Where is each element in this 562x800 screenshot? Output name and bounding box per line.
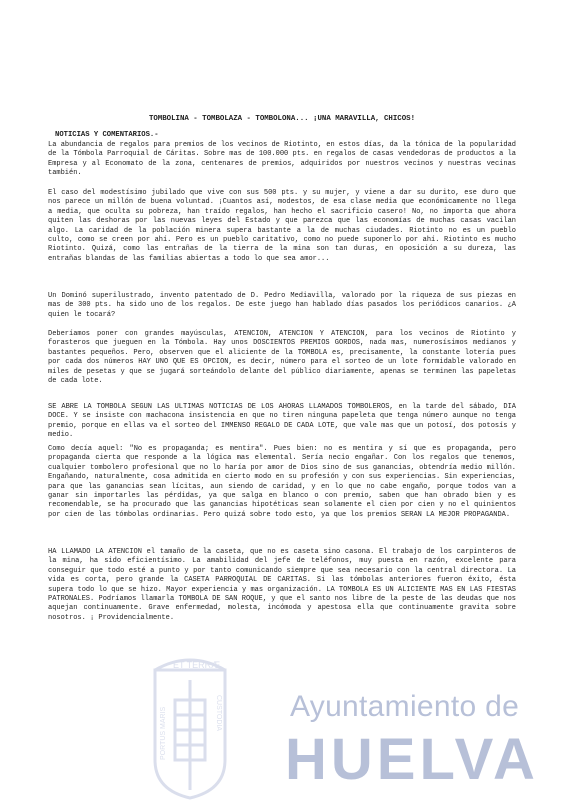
section-title: NOTICIAS Y COMENTARIOS.-	[55, 131, 159, 139]
watermark-line-2: HUELVA	[285, 727, 539, 792]
seal-text-left: PORTUS MARIS	[160, 706, 167, 760]
seal-text-top: ET TERRÆ	[173, 660, 221, 670]
paragraph-1: La abundancia de regalos para premios de los vecinos de Riotinto, en estos días, da la tónica de la popularidad de la Tómbola Parroquial de Cáritas. Sobre mas de 100.000 pts. en regalos de casas vendedoras de productos a la Empresa y al Economato de la zona, centenares de premios, adquiridos por nuestros vecinos y nuestras vecinas también.	[48, 141, 516, 178]
watermark-line-1: Ayuntamiento de	[290, 690, 520, 723]
paragraph-5: SE ABRE LA TOMBOLA SEGUN LAS ULTIMAS NOTICIAS DE LOS AHORAS LLAMADOS TOMBOLEROS, en la tarde del sábado, DIA DOCE. Y se insiste con machacona insistencia en que no tiren ninguna papeleta que tenga número aunque no tenga premio, porque en ellas va el sorteo del IMMENSO REGALO DE CADA LOTE, que vale mas que un potosí, dos potosís y medio.	[48, 403, 516, 440]
paragraph-7: HA LLAMADO LA ATENCION el tamaño de la caseta, que no es caseta sino casona. El trabajo de los carpinteros de la mina, ha sido eficientísimo. La amabilidad del jefe de teléfonos, muy puesta en razón, excelente para conseguir que todo esté a punto y por tanto comunicando siempre que sea necesario con la central directora. La vida es corta, pero grande la CASETA PARROQUIAL DE CARITAS. Si las tómbolas anteriores fueron éxito, ésta supera todo lo que se hizo. Mayor experiencia y mas organización. LA TOMBOLA ES UN ALICIENTE MAS EN LAS FIESTAS PATRONALES. Podríamos llamarla TOMBOLA DE SAN ROQUE, y que el santo nos libre de la peste de las deudas que nos aquejan continuamente. Grave enfermedad, molesta, incómoda y apestosa ella que continuamente gravita sobre nosotros. ¡ Providencialmente.	[48, 548, 516, 622]
document-title: TOMBOLINA - TOMBOLAZA - TOMBOLONA... ¡UNA MARAVILLA, CHICOS!	[148, 115, 416, 123]
paragraph-4: Deberíamos poner con grandes mayúsculas, ATENCION, ATENCION Y ATENCION, para los vecinos de Riotinto y forasteros que jueguen en la Tómbola. Hay unos DOSCIENTOS PREMIOS GORDOS, nada mas, numerosísimos medianos y bastantes pequeños. Pero, observen que el aliciente de la TOMBOLA es, precisamente, la constante lotería pues por cada dos números HAY UNO QUE ES OPCION, es decir, número para el sorteo de un lote formidable valorado en miles de pesetas y que se jugará sorteándolo delante del público diariamente, apenas se terminen las papeletas de cada lote.	[48, 330, 516, 386]
paragraph-6: Como decía aquel: "No es propaganda; es mentira". Pues bien: no es mentira y sí que es propaganda, pero propaganda cierta que responde a la lógica mas elemental. Sería necio engañar. Con los regalos que tenemos, cualquier tombolero profesional que no lo haría por amor de Dios sino de sus ganancias, obtendría medio millón. Engañando, naturalmente, cosa admitida en cierto modo en su profesión y con sus experiencias. Sin experiencias, para que las ganancias sean lícitas, aun siendo de caridad, y en lo que no cabe engaño, porque todos van a ganar sin importarles las pérdidas, ya que salga en blanco o con premio, saben que han obrado bien y es recomendable, se ha procurado que las ganancias hipotéticas sean solamente el cien por cien y no el quinientos por cien de las tómbolas ordinarias. Pero quizá sobre todo esto, ya que los premios SERAN LA MEJOR PROPAGANDA.	[48, 445, 516, 519]
seal-text-right: CUSTODIA	[215, 695, 222, 732]
paragraph-2: El caso del modestísimo jubilado que vive con sus 500 pts. y su mujer, y viene a dar su durito, ese duro que nos parece un millón de buena voluntad. ¡Cuantos así, modestos, de esa clase media que económicamente no llega a media, que oculta su pobreza, han traído regalos, han hecho el sacrificio casero! No, no importa que ahora quiten las deshoras por las nuevas leyes del Estado y que parezca que las economías de muchas casas vacilan algo. La caridad de la población minera supera bastante a la de muchas ciudades. Riotinto no es un pueblo culto, como se creen por ahí. Pero es un pueblo caritativo, como no puede suponerlo por ahí. Riotinto es mucho Riotinto. Quizá, como las entrañas de la tierra de la mina son tan duras, en oposición a su dureza, las entrañas blandas de las familias abiertas a todo lo que sea amor...	[48, 189, 516, 263]
paragraph-3: Un Dominó superilustrado, invento patentado de D. Pedro Mediavilla, valorado por la riqueza de sus piezas en mas de 300 pts. ha sido uno de los regalos. De este juego han hablado días pasados los periódicos canarios. ¿A quien le tocará?	[48, 292, 516, 319]
